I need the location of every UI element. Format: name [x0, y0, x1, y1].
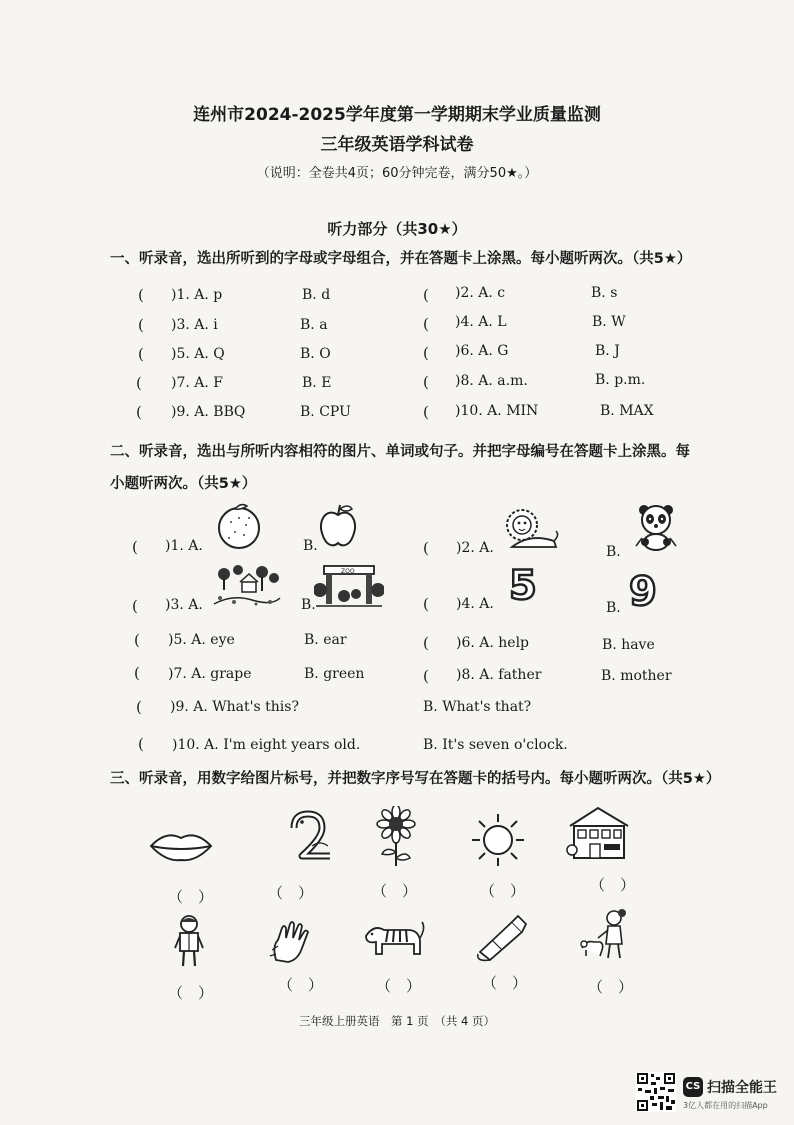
option-b: B. mother [601, 668, 672, 684]
orange-icon [215, 500, 263, 550]
sun-icon [470, 812, 526, 868]
zoo-icon [314, 560, 384, 608]
option-b: B. d [302, 287, 331, 303]
scanner-tagline: 3亿人都在用的扫描App [683, 1101, 768, 1110]
question-8: )8. A. a.m. [455, 373, 528, 389]
answer-paren[interactable]: ( [423, 595, 429, 613]
lion-icon [500, 505, 560, 551]
answer-paren[interactable]: ( [423, 286, 429, 304]
answer-paren[interactable]: ( [134, 631, 140, 649]
option-b: B. [606, 600, 621, 616]
answer-paren[interactable]: ( [423, 315, 429, 333]
answer-paren[interactable]: ( [134, 664, 140, 682]
toothpaste-icon [472, 912, 530, 962]
question-6: )6. A. G [455, 343, 509, 359]
option-b: B. s [591, 285, 618, 301]
exam-note: （说明：全卷共4页；60分钟完卷，满分50★。） [256, 166, 538, 181]
answer-paren[interactable]: ( [138, 345, 144, 363]
section2-heading-cont: 小题听两次。（共5★） [110, 476, 257, 492]
question-10: )10. A. I'm eight years old. [172, 737, 361, 753]
question-9: )9. A. BBQ [171, 404, 246, 420]
question-5: )5. A. eye [168, 632, 235, 648]
answer-paren[interactable]: ( [138, 286, 144, 304]
question-10: )10. A. MIN [455, 403, 539, 419]
option-b: B. [301, 597, 316, 613]
blank-2[interactable]: （ ） [268, 884, 314, 902]
part-title: 听力部分（共30★） [327, 220, 467, 238]
girl-dog-icon [578, 908, 634, 962]
answer-paren[interactable]: ( [423, 373, 429, 391]
section2-heading: 二、听录音，选出与所听内容相符的图片、单词或句子。并把字母编号在答题卡上涂黑。每 [110, 444, 690, 460]
camscanner-logo: CS [683, 1077, 703, 1097]
question-4: )4. A. [456, 596, 494, 612]
exam-title: 连州市2024-2025学年度第一学期期末学业质量监测 [193, 105, 601, 125]
scanner-brand-name: 扫描全能王 [707, 1080, 777, 1096]
answer-paren[interactable]: ( [136, 403, 142, 421]
exam-subtitle: 三年级英语学科试卷 [320, 135, 474, 155]
question-2: )2. A. c [455, 285, 506, 301]
option-b: B. W [592, 314, 626, 330]
option-b: B. [303, 538, 318, 554]
question-1: )1. A. p [171, 287, 223, 303]
lips-icon [148, 828, 214, 864]
sunflower-icon [374, 806, 418, 868]
question-1: )1. A. [165, 538, 203, 554]
question-3: )3. A. i [171, 317, 218, 333]
question-7: )7. A. F [171, 375, 223, 391]
answer-paren[interactable]: ( [423, 539, 429, 557]
blank-4[interactable]: （ ） [480, 882, 526, 900]
school-icon [566, 804, 632, 862]
option-b: B. J [595, 343, 620, 359]
blank-9[interactable]: （ ） [482, 974, 528, 992]
blank-3[interactable]: （ ） [372, 882, 418, 900]
blank-6[interactable]: （ ） [168, 984, 214, 1002]
blank-10[interactable]: （ ） [588, 978, 634, 996]
answer-paren[interactable]: ( [423, 344, 429, 362]
answer-paren[interactable]: ( [136, 698, 142, 716]
answer-paren[interactable]: ( [423, 634, 429, 652]
blank-7[interactable]: （ ） [278, 976, 324, 994]
option-b: B. a [300, 317, 328, 333]
option-b: B. ear [304, 632, 347, 648]
blank-8[interactable]: （ ） [376, 977, 422, 995]
blank-5[interactable]: （ ） [590, 876, 636, 894]
option-b: B. [606, 544, 621, 560]
digit-five: 5 [509, 563, 537, 609]
answer-paren[interactable]: ( [138, 316, 144, 334]
option-b: B. It's seven o'clock. [423, 737, 568, 753]
panda-icon [632, 500, 680, 552]
option-b: B. green [304, 666, 365, 682]
section1-heading: 一、听录音，选出所听到的字母或字母组合，并在答题卡上涂黑。每小题听两次。（共5★） [110, 251, 692, 267]
qr-code-icon [636, 1072, 676, 1112]
question-8: )8. A. father [456, 667, 542, 683]
question-5: )5. A. Q [171, 346, 225, 362]
tiger-icon [360, 918, 426, 960]
answer-paren[interactable]: ( [136, 374, 142, 392]
answer-paren[interactable]: ( [138, 735, 144, 753]
option-b: B. p.m. [595, 372, 646, 388]
option-b: B. O [300, 346, 331, 362]
question-2: )2. A. [456, 540, 494, 556]
swan-2-icon [284, 810, 338, 862]
option-b: B. What's that? [423, 699, 532, 715]
section3-heading: 三、听录音，用数字给图片标号，并把数字序号写在答题卡的括号内。每小题听两次。（共5★） [110, 771, 721, 787]
answer-paren[interactable]: ( [423, 667, 429, 685]
question-4: )4. A. L [455, 314, 507, 330]
option-b: B. CPU [300, 404, 351, 420]
question-6: )6. A. help [456, 635, 530, 651]
svg-text:ZOO: ZOO [341, 568, 355, 575]
option-b: B. E [302, 375, 332, 391]
hand-icon [268, 920, 316, 966]
answer-paren[interactable]: ( [132, 538, 138, 556]
digit-nine: 9 [629, 569, 657, 615]
page-footer: 三年级上册英语 第 1 页 （共 4 页） [298, 1014, 495, 1028]
question-3: )3. A. [165, 597, 203, 613]
blank-1[interactable]: （ ） [168, 888, 214, 906]
apple-icon [318, 503, 358, 549]
option-b: B. have [602, 637, 655, 653]
answer-paren[interactable]: ( [132, 597, 138, 615]
option-b: B. MAX [600, 403, 654, 419]
boy-icon [172, 914, 206, 970]
question-7: )7. A. grape [168, 666, 252, 682]
park-icon [212, 560, 282, 608]
answer-paren[interactable]: ( [423, 403, 429, 421]
question-9: )9. A. What's this? [170, 699, 299, 715]
